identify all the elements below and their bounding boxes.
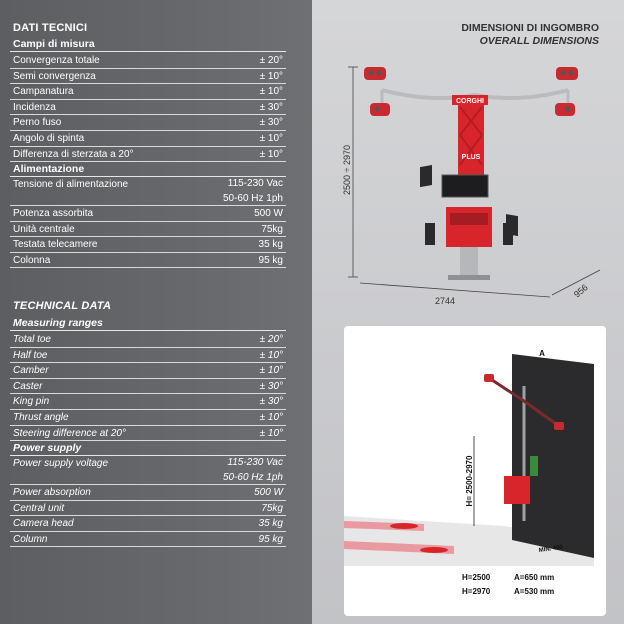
spec-label: Campanatura <box>13 86 74 98</box>
spec-value: 75kg <box>261 502 283 514</box>
it-supply-voltage: 115-230 Vac <box>227 178 283 189</box>
spec-row <box>10 532 286 548</box>
spec-row <box>10 363 286 379</box>
technical-data-title: TECHNICAL DATA <box>13 300 112 312</box>
spec-row <box>10 501 286 517</box>
spec-label: Angolo di spinta <box>13 133 85 144</box>
spec-value: 500 W <box>254 208 283 219</box>
spec-label: Power absorption <box>13 487 91 498</box>
spec-value: ± 30° <box>259 380 283 392</box>
spec-row <box>10 84 286 100</box>
brand-logo: CORGHI <box>456 98 484 105</box>
spec-1-a: A=650 mm <box>514 573 555 582</box>
spec-value: 95 kg <box>258 533 283 545</box>
spec-label: Caster <box>13 380 43 392</box>
spec-row <box>10 253 286 269</box>
turntable-lower <box>420 547 448 553</box>
en-supply-label: Power supply voltage <box>13 458 109 469</box>
base-foot <box>448 275 490 280</box>
spec-row <box>10 379 286 395</box>
spec-value: ± 30° <box>259 101 283 113</box>
alimentazione-heading: Alimentazione <box>10 162 286 177</box>
spec-row <box>10 100 286 116</box>
spec-row <box>10 222 286 238</box>
spec-value: ± 20° <box>259 55 283 66</box>
spec-label: King pin <box>13 396 50 408</box>
spec-label: Convergenza totale <box>13 55 100 66</box>
dimensions-title-it: DIMENSIONI DI INGOMBRO <box>461 22 599 34</box>
it-supply-value <box>223 177 283 206</box>
spec-row <box>10 69 286 85</box>
spec-value: ± 10° <box>259 133 283 144</box>
spec-value: ± 10° <box>259 412 283 423</box>
spec-value: ± 20° <box>259 334 283 345</box>
cabinet-drawer <box>450 213 488 225</box>
target-right-lower <box>503 223 513 245</box>
dimensions-title <box>461 22 599 48</box>
installation-drawing <box>344 326 606 616</box>
camera-bottom-left <box>370 103 390 116</box>
spec-label: Central unit <box>13 502 65 514</box>
spec-value: 35 kg <box>258 518 283 530</box>
depth-label: 956 <box>571 282 590 300</box>
model-badge: PLUS <box>461 154 481 161</box>
measuring-ranges-heading: Measuring ranges <box>10 316 286 331</box>
spec-label: Half toe <box>13 349 48 361</box>
turntable-upper <box>390 523 418 529</box>
spec-value: 35 kg <box>258 239 283 251</box>
spec-value: ± 30° <box>259 117 283 129</box>
spec-row <box>10 115 286 131</box>
spec-label: Testata telecamere <box>13 239 98 251</box>
power-supply-heading: Power supply <box>10 441 286 456</box>
spec-label: Thrust angle <box>13 412 69 423</box>
spec-value: ± 30° <box>259 396 283 408</box>
spec-row <box>10 53 286 69</box>
spec-label: Column <box>13 533 48 545</box>
spec-value: ± 10° <box>259 349 283 361</box>
width-dimension-line <box>360 283 550 297</box>
it-supply-label: Tensione di alimentazione <box>13 179 129 190</box>
camera-bottom-right <box>555 103 575 116</box>
spec-row <box>10 485 286 501</box>
min-label: MIN. 400 <box>538 544 564 554</box>
spec-label: Camber <box>13 365 49 377</box>
spec-1-h: H=2500 <box>462 573 491 582</box>
spec-2-a: A=530 mm <box>514 587 555 596</box>
spec-2-h: H=2970 <box>462 587 491 596</box>
en-supply-voltage: 115-230 Vac <box>227 457 283 468</box>
en-supply-value <box>223 456 283 485</box>
spec-row <box>10 147 286 163</box>
it-supply-frequency: 50-60 Hz 1ph <box>222 192 283 204</box>
dimensions-title-en: OVERALL DIMENSIONS <box>479 35 599 47</box>
target-left-lower <box>425 223 435 245</box>
spec-label: Semi convergenza <box>13 70 96 82</box>
it-supply-row <box>10 177 286 206</box>
spec-row <box>10 516 286 532</box>
spec-row <box>10 332 286 348</box>
spec-label: Differenza di sterzata a 20° <box>13 148 134 160</box>
spec-label: Unità centrale <box>13 223 75 235</box>
install-camera-right <box>554 422 564 430</box>
width-label: 2744 <box>434 296 456 306</box>
h-label: H= 2500-2970 <box>465 455 474 507</box>
spec-value: ± 10° <box>259 365 283 377</box>
spec-label: Steering difference at 20° <box>13 427 126 439</box>
spec-row <box>10 394 286 410</box>
camera-top-left <box>364 67 386 80</box>
spec-row <box>10 426 286 442</box>
install-camera-left <box>484 374 494 382</box>
a-label: A <box>539 349 545 358</box>
spec-label: Incidenza <box>13 101 56 113</box>
spec-value: ± 10° <box>259 86 283 98</box>
spec-row <box>10 131 286 147</box>
spec-value: ± 10° <box>259 70 283 82</box>
spec-row <box>10 410 286 426</box>
camera-top-right <box>556 67 578 80</box>
spec-label: Camera head <box>13 518 74 530</box>
spec-value: ± 10° <box>259 427 283 439</box>
spec-label: Potenza assorbita <box>13 208 94 219</box>
spec-value: 95 kg <box>258 254 283 266</box>
aligner-drawing <box>330 55 624 315</box>
spec-label: Total toe <box>13 334 51 345</box>
campi-di-misura-heading: Campi di misura <box>10 37 286 52</box>
spec-row <box>10 206 286 222</box>
spec-value: 500 W <box>254 487 283 498</box>
monitor <box>442 175 488 197</box>
dati-tecnici-title: DATI TECNICI <box>13 22 88 34</box>
spec-label: Perno fuso <box>13 117 62 129</box>
height-label: 2500 ÷ 2970 <box>342 145 352 195</box>
column <box>458 105 484 185</box>
target-left-upper <box>420 165 432 187</box>
spec-label: Colonna <box>13 254 51 266</box>
spec-row <box>10 348 286 364</box>
spec-value: ± 10° <box>259 148 283 160</box>
install-cabinet <box>504 476 530 504</box>
en-supply-frequency: 50-60 Hz 1ph <box>222 471 283 483</box>
base-pillar <box>460 247 478 277</box>
install-target <box>530 456 538 476</box>
spec-row <box>10 237 286 253</box>
spec-value: 75kg <box>261 223 283 235</box>
en-supply-row <box>10 456 286 485</box>
